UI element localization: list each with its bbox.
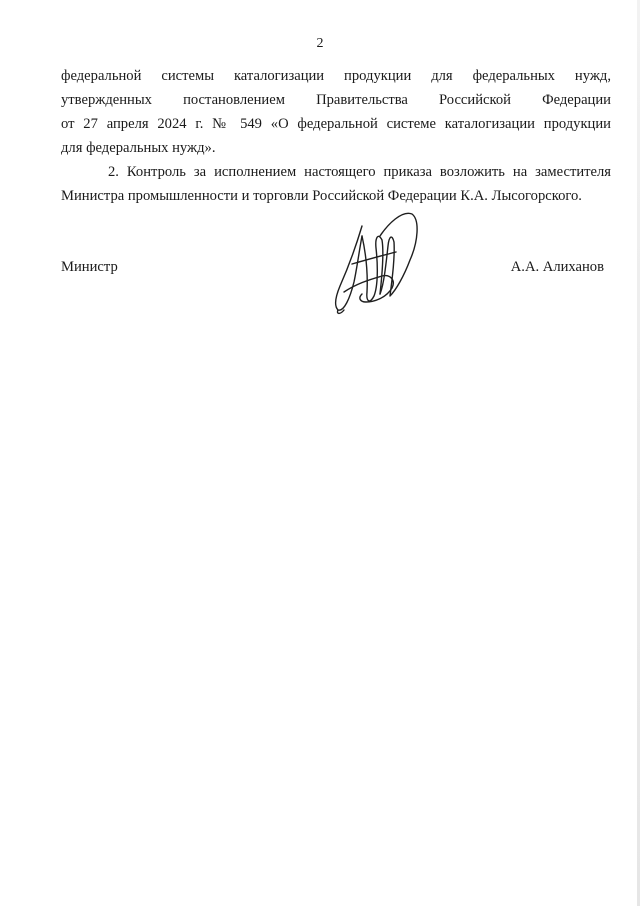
page-number: 2 [316,36,324,51]
paragraph-line: федеральной системы каталогизации продукции для федеральных нужд, [61,68,611,84]
paragraph-line: Министра промышленности и торговли Российской Федерации К.А. Лысогорского. [61,188,582,204]
paragraph-line: 2. Контроль за исполнением настоящего приказа возложить на заместителя [108,164,611,180]
signer-name: А.А. Алиханов [510,259,604,275]
paragraph-control-clause [61,160,611,208]
paragraph-line: от 27 апреля 2024 г. № 549 «О федеральной системе каталогизации продукции [61,116,611,132]
handwritten-signature-icon [322,206,426,316]
signer-position: Министр [61,259,118,275]
paragraph-line: для федеральных нужд». [61,140,216,156]
paragraph-continuation [61,64,611,160]
paragraph-line: утвержденных постановлением Правительства Российской Федерации [61,92,611,108]
